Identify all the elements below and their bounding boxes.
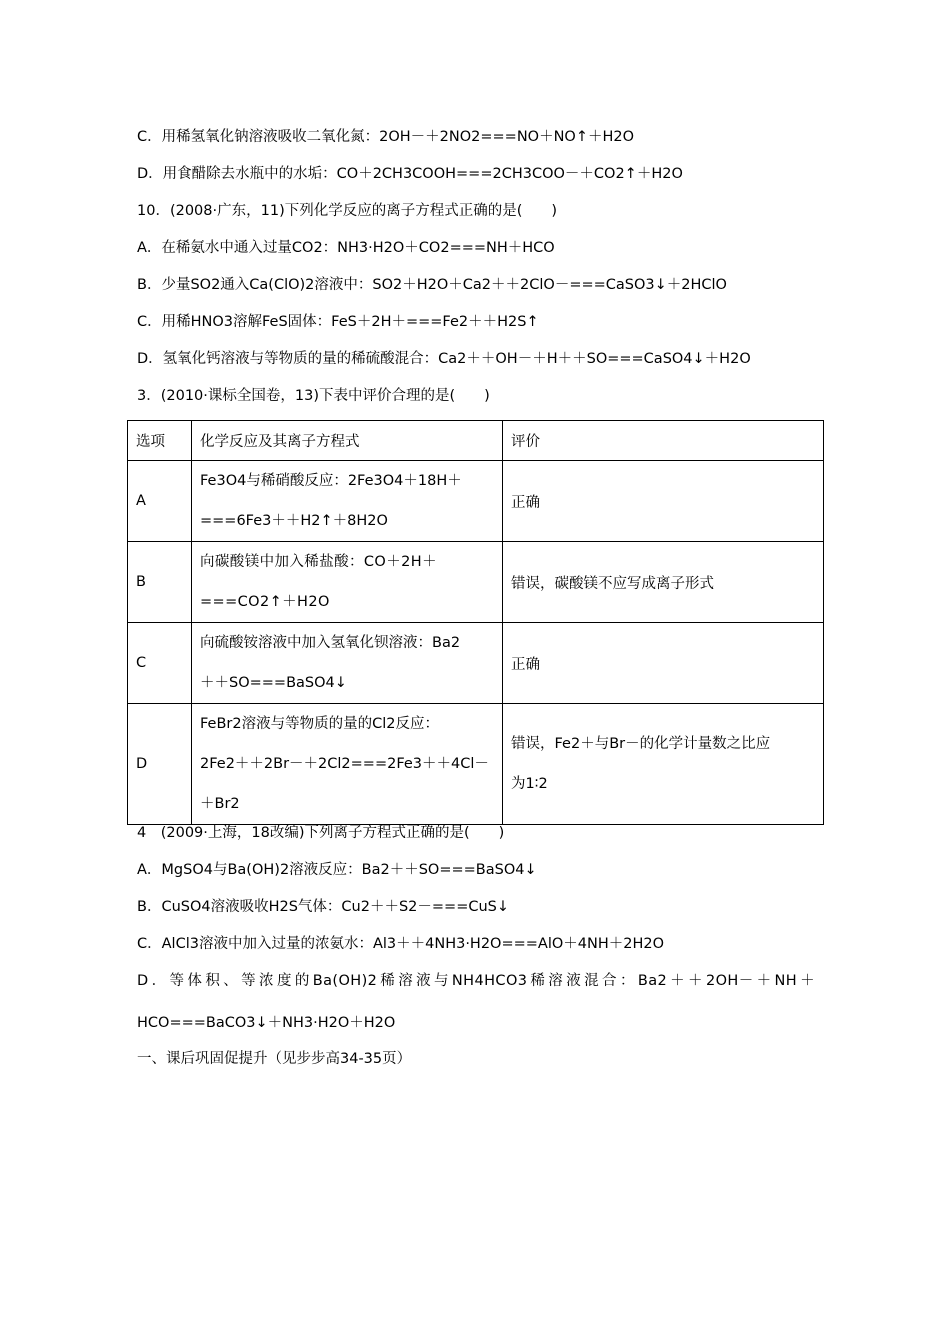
q10-stem: 10．(2008·广东，11)下列化学反应的离子方程式正确的是( ) <box>137 203 558 219</box>
header-equation: 化学反应及其离子方程式 <box>192 421 503 461</box>
equation-line: FeBr2溶液与等物质的量的Cl2反应： <box>200 716 439 732</box>
row-evaluation <box>503 461 824 542</box>
table-row <box>128 542 824 623</box>
evaluation-line: 正确 <box>511 656 540 673</box>
header-evaluation: 评价 <box>503 421 824 461</box>
evaluation-line: 为1∶2 <box>511 776 548 792</box>
q10-option-b: B．少量SO2通入Ca(ClO)2溶液中：SO2＋H2O＋Ca2＋＋2ClO－===CaSO3↓＋2HClO <box>137 277 727 293</box>
row-equation <box>192 623 503 704</box>
equation-line: Fe3O4与稀硝酸反应：2Fe3O4＋18H＋ <box>200 473 462 489</box>
equation-line: 向碳酸镁中加入稀盐酸：CO＋2H＋ <box>200 554 437 570</box>
row-evaluation <box>503 704 824 825</box>
evaluation-line: 错误，碳酸镁不应写成离子形式 <box>511 575 714 592</box>
evaluation-line: 正确 <box>511 494 540 511</box>
q4-option-d: D．等体积、等浓度的Ba(OH)2稀溶液与NH4HCO3稀溶液混合：Ba2＋＋2OH－＋NH＋ <box>137 973 815 989</box>
row-option: B <box>128 542 192 623</box>
q9-option-c: C．用稀氢氧化钠溶液吸收二氧化氮：2OH－＋2NO2===NO＋NO↑＋H2O <box>137 129 635 145</box>
row-evaluation <box>503 542 824 623</box>
q3-stem: 3．(2010·课标全国卷，13)下表中评价合理的是( ) <box>137 388 490 404</box>
evaluation-line: 错误，Fe2＋与Br－的化学计量数之比应 <box>511 736 771 752</box>
equation-line: ===CO2↑＋H2O <box>200 594 330 610</box>
q10-option-c: C．用稀HNO3溶解FeS固体：FeS＋2H＋===Fe2＋＋H2S↑ <box>137 314 539 330</box>
equation-line: ===6Fe3＋＋H2↑＋8H2O <box>200 513 388 529</box>
q4-option-a: A．MgSO4与Ba(OH)2溶液反应：Ba2＋＋SO===BaSO4↓ <box>137 862 537 878</box>
row-equation <box>192 461 503 542</box>
header-option: 选项 <box>128 421 192 461</box>
evaluation-table <box>127 420 824 825</box>
row-option: C <box>128 623 192 704</box>
q4-option-c: C．AlCl3溶液中加入过量的浓氨水：Al3＋＋4NH3·H2O===AlO＋4NH＋2H2O <box>137 936 665 952</box>
q4-option-b: B．CuSO4溶液吸收H2S气体：Cu2＋＋S2－===CuS↓ <box>137 899 510 915</box>
q9-option-d: D．用食醋除去水瓶中的水垢：CO＋2CH3COOH===2CH3COO－＋CO2↑＋H2O <box>137 166 683 182</box>
row-equation <box>192 704 503 825</box>
table-row <box>128 461 824 542</box>
row-evaluation <box>503 623 824 704</box>
q4-stem: 4 (2009·上海，18改编)下列离子方程式正确的是( ) <box>137 825 505 841</box>
equation-line: 向硫酸铵溶液中加入氢氧化钡溶液：Ba2 <box>200 635 461 651</box>
q10-option-a: A．在稀氨水中通入过量CO2：NH3·H2O＋CO2===NH＋HCO <box>137 240 555 256</box>
table-row <box>128 623 824 704</box>
section-heading: 一、课后巩固促提升（见步步高34-35页） <box>137 1051 412 1067</box>
table-header-row <box>128 421 824 461</box>
row-equation <box>192 542 503 623</box>
q10-option-d: D．氢氧化钙溶液与等物质的量的稀硫酸混合：Ca2＋＋OH－＋H＋＋SO===CaSO4↓＋H2O <box>137 351 751 367</box>
equation-line: ＋Br2 <box>200 796 240 812</box>
row-option: A <box>128 461 192 542</box>
equation-line: ＋＋SO===BaSO4↓ <box>200 675 347 691</box>
q4-option-d-continued: HCO===BaCO3↓＋NH3·H2O＋H2O <box>137 1015 396 1031</box>
equation-line: 2Fe2＋＋2Br－＋2Cl2===2Fe3＋＋4Cl－ <box>200 756 489 772</box>
row-option: D <box>128 704 192 825</box>
table-row <box>128 704 824 825</box>
